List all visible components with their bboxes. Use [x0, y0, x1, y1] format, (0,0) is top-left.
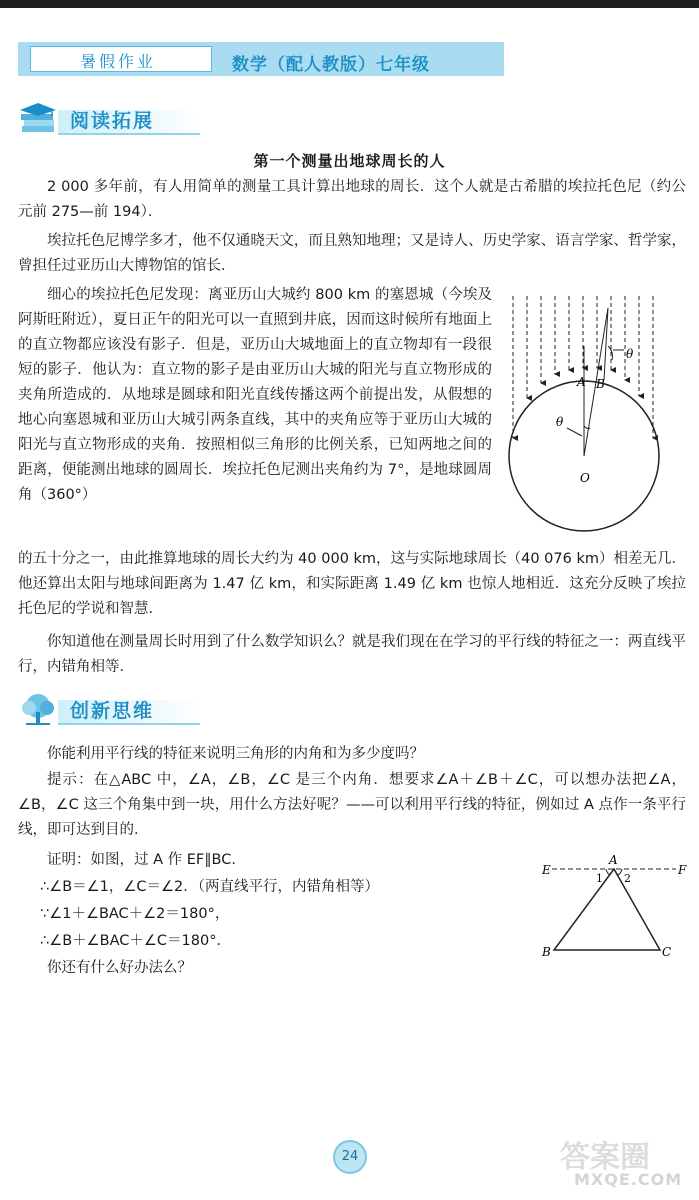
- watermark-logo-text: 答案圈: [560, 1140, 650, 1175]
- label-b: B: [542, 945, 551, 959]
- proof-line-5: 你还有什么好办法么？: [47, 960, 192, 976]
- section-underline: [58, 723, 200, 725]
- proof-line-2: ∴∠B＝∠1，∠C＝∠2．（两直线平行，内错角相等）: [40, 879, 379, 895]
- label-b: B: [596, 377, 605, 391]
- earth-sunlight-diagram: [500, 288, 670, 558]
- article-paragraph-1: 2 000 多年前，有人用简单的测量工具计算出地球的周长．这个人就是古希腊的埃拉托色尼（约公元前 275—前 194）．: [18, 179, 686, 220]
- section-underline: [58, 133, 200, 135]
- top-edge-bar: [0, 0, 699, 8]
- article-paragraph-2: 埃拉托色尼博学多才，他不仅通晓天文，而且熟知地理；又是诗人、历史学家、语言学家、哲学家，曾担任过亚历山大博物馆的馆长．: [18, 233, 686, 274]
- label-theta-top: θ: [626, 347, 634, 361]
- label-angle-2: 2: [624, 872, 631, 885]
- label-angle-1: 1: [596, 872, 603, 885]
- section-heading-innovation: [18, 692, 218, 724]
- article-paragraph-3: 细心的埃拉托色尼发现：离亚历山大城约 800 km 的塞恩城（今埃及阿斯旺附近），夏日正午的阳光可以一直照到井底，因而这时候所有地面上的直立物都应该没有影子．但是，亚历山大城地面上的直立物却有一段很短的影子．他认为：直立物的影子是由亚历山大城的阳光与直立物形成的夹角所造成的．从地球是圆球和阳光直线传播这两个前提出发，从假想的地心向塞恩城和亚历山大城引两条直线，其中的夹角应等于亚历山大城的阳光与直立物形成的夹角．按照相似三角形的比例关系，已知两地之间的距离，便能测出地球的圆周长．埃拉托色尼测出夹角约为 7°，是地球圆周角（360°）: [18, 287, 492, 503]
- proof-line-3: ∵∠1＋∠BAC＋∠2＝180°，: [40, 906, 230, 922]
- triangle-parallel-line-diagram: [540, 852, 690, 962]
- label-f: F: [678, 863, 687, 877]
- label-c: C: [662, 945, 672, 959]
- tree-icon: [18, 692, 62, 728]
- section-title-reading: 阅读拓展: [70, 110, 155, 132]
- label-theta-center: θ: [556, 415, 564, 429]
- header-series-title: 暑假作业: [80, 52, 157, 71]
- page-header: [18, 42, 504, 76]
- article-title: 第一个测量出地球周长的人: [253, 152, 446, 170]
- section-title-innovation: 创新思维: [70, 700, 155, 722]
- problem-hint: 提示：在△ABC 中，∠A，∠B，∠C 是三个内角．想要求∠A＋∠B＋∠C，可以想办法把∠A，∠B，∠C 这三个角集中到一块，用什么方法好呢？——可以利用平行线的特征，例如过 A 点作一条平行线，即可达到目的．: [18, 772, 686, 838]
- problem-question: 你能利用平行线的特征来说明三角形的内角和为多少度吗？: [47, 746, 424, 762]
- header-subject-title: 数学（配人教版）七年级: [232, 55, 430, 75]
- page-number: 24: [333, 1140, 367, 1174]
- proof-line-1: 证明：如图，过 A 作 EF∥BC.: [47, 852, 236, 868]
- watermark-url: MXQE.COM: [574, 1170, 683, 1189]
- label-a: A: [609, 853, 618, 867]
- proof-line-4: ∴∠B＋∠BAC＋∠C＝180°．: [40, 933, 231, 949]
- label-o: O: [580, 471, 590, 485]
- section-heading-reading: [18, 102, 218, 134]
- label-a: A: [577, 375, 586, 389]
- label-e: E: [542, 863, 551, 877]
- books-graduation-cap-icon: [18, 102, 62, 138]
- article-paragraph-3-continued: 的五十分之一，由此推算地球的周长大约为 40 000 km，这与实际地球周长（40 076 km）相差无几．他还算出太阳与地球间距离为 1.47 亿 km，和实际距离 1.49 亿 km 也惊人地相近．这充分反映了埃拉托色尼的学说和智慧．: [18, 551, 686, 617]
- article-paragraph-4: 你知道他在测量周长时用到了什么数学知识么？就是我们现在在学习的平行线的特征之一：两直线平行，内错角相等．: [18, 634, 686, 675]
